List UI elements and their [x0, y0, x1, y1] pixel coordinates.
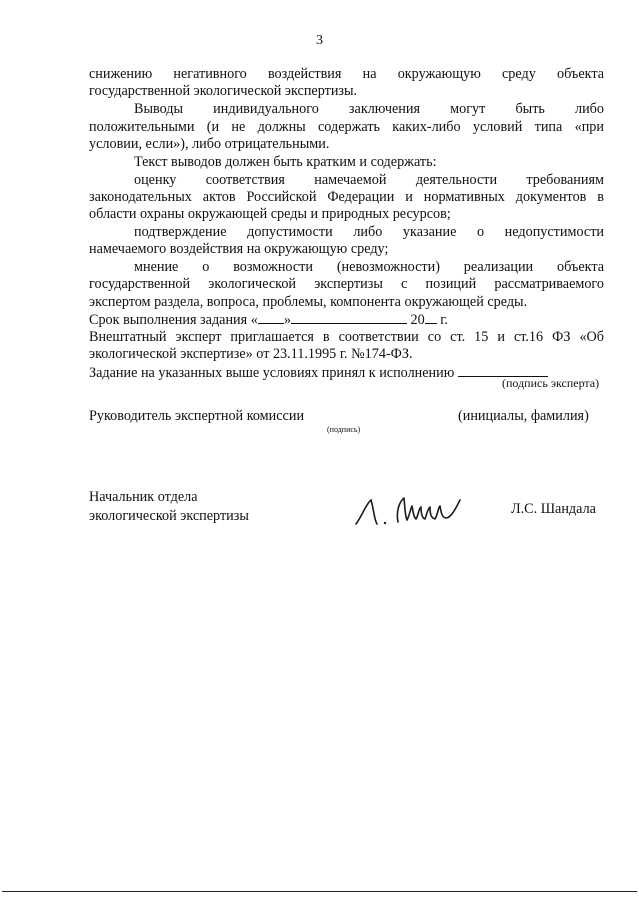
- commission-head-label: Руководитель экспертной комиссии: [89, 408, 305, 424]
- deadline-day-blank: [258, 311, 284, 324]
- paragraph-line: государственной экологической экспертизы с позиций рассматриваемого: [89, 276, 604, 292]
- paragraph-line: Внештатный эксперт приглашается в соответствии со ст. 15 и ст.16 ФЗ «Об: [89, 329, 604, 345]
- department-head-title-line2: экологической экспертизы: [89, 508, 249, 524]
- deadline-line: [89, 311, 604, 328]
- paragraph-line: снижению негативного воздействия на окружающую среду объекта: [89, 66, 604, 82]
- paragraph-line: государственной экологической экспертизы.: [89, 83, 358, 99]
- deadline-quote: »: [283, 312, 291, 328]
- deadline-month-blank: [291, 311, 407, 324]
- paragraph-line: оценку соответствия намечаемой деятельности требованиям: [134, 172, 604, 188]
- paragraph-line: мнение о возможности (невозможности) реализации объекта: [134, 259, 604, 275]
- deadline-year-blank: [425, 311, 437, 324]
- deadline-label: Срок выполнения задания «: [89, 312, 258, 328]
- page-bottom-rule: [2, 891, 637, 892]
- paragraph-line: положительными (и не должны содержать каких-либо условий типа «при: [89, 119, 604, 135]
- acceptance-text: Задание на указанных выше условиях принял к исполнению: [89, 365, 455, 381]
- paragraph-line: подтверждение допустимости либо указание о недопустимости: [134, 224, 604, 240]
- paragraph-line: условии, если»), либо отрицательными.: [89, 136, 330, 152]
- department-head-name: Л.С. Шандала: [511, 501, 596, 517]
- paragraph-line: Выводы индивидуального заключения могут быть либо: [134, 101, 604, 117]
- paragraph-line: экологической экспертизе» от 23.11.1995 г. №174-ФЗ.: [89, 346, 413, 362]
- expert-signature-caption: (подпись эксперта): [502, 376, 600, 390]
- paragraph-line: области охраны окружающей среды и природных ресурсов;: [89, 206, 451, 222]
- commission-initials-label: (инициалы, фамилия): [458, 408, 589, 424]
- paragraph-line: Текст выводов должен быть кратким и содержать:: [134, 154, 437, 170]
- paragraph-line: законодательных актов Российской Федерации и нормативных документов в: [89, 189, 604, 205]
- deadline-year: 20: [410, 312, 425, 328]
- page-number: 3: [316, 33, 323, 48]
- paragraph-line: намечаемого воздействия на окружающую среду;: [89, 241, 389, 257]
- paragraph-line: экспертом раздела, вопроса, проблемы, компонента окружающей среды.: [89, 294, 528, 310]
- department-head-title-line1: Начальник отдела: [89, 489, 198, 505]
- deadline-suffix: г.: [436, 312, 448, 328]
- handwritten-signature: [352, 492, 482, 532]
- signature-caption: (подпись): [327, 425, 361, 434]
